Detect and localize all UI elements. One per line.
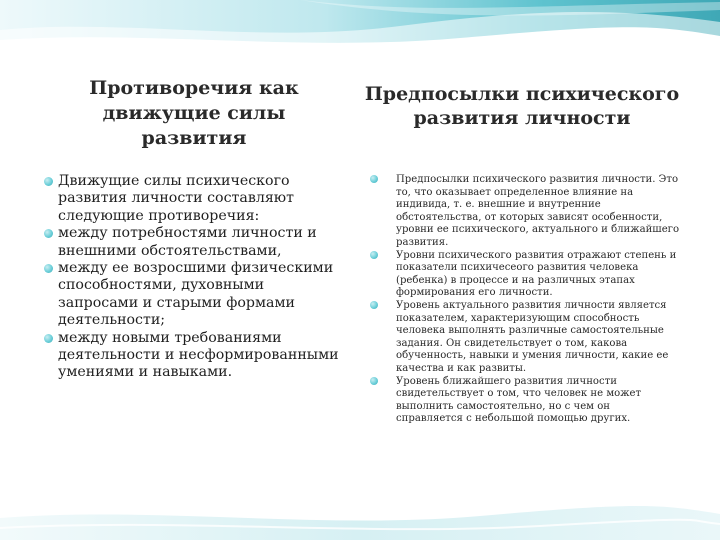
bottom-wave-graphic: [0, 500, 720, 540]
list-item-text: Уровень ближайшего развития личности свидетельствует о том, что человек не может выполнить самостоятельно, но с чем он справляется с небольшой помощью других.: [396, 375, 642, 425]
list-item-text: Движущие силы психического развития личности составляют следующие противоречия:: [58, 173, 294, 224]
left-column: [48, 76, 348, 382]
bullet-icon: [370, 301, 378, 309]
list-item: [48, 260, 348, 330]
list-item-text: между ее возросшими физическими способностями, духовными запросами и старыми формами деятельности;: [58, 260, 334, 329]
bullet-icon: [44, 334, 53, 343]
left-heading: Противоречия как движущие силы развития: [89, 77, 299, 149]
bottom-wave-band: [0, 500, 720, 540]
bullet-icon: [370, 175, 378, 183]
list-item: [48, 330, 348, 382]
bullet-icon: [370, 251, 378, 259]
list-item-text: Уровень актуального развития личности является показателем, характеризующим способность человека выполнять различные самостоятельные задания. Он свидетельствует о том, какова обученность, навыки и умения личности, какие ее качества и как развиты.: [396, 299, 669, 374]
bullet-icon: [44, 264, 53, 273]
list-item-text: между новыми требованиями деятельности и несформированными умениями и навыками.: [58, 329, 339, 381]
list-item: [364, 376, 680, 426]
list-item: [48, 173, 348, 225]
bullet-icon: [370, 377, 378, 385]
list-item: [364, 250, 680, 300]
list-item-text: между потребностями личности и внешними обстоятельствами,: [58, 225, 317, 259]
bullet-icon: [44, 229, 53, 238]
top-wave-band: [0, 0, 720, 56]
list-item: [48, 225, 348, 260]
list-item: [364, 300, 680, 376]
right-heading: Предпосылки психического развития личности: [364, 83, 680, 129]
top-wave-graphic: [0, 0, 720, 56]
list-item: [364, 174, 680, 250]
right-bullet-list: [364, 174, 680, 426]
bullet-icon: [44, 177, 53, 186]
list-item-text: Предпосылки психического развития личности. Это то, что оказывает определенное влияние на индивида, т. е. внешние и внутренние обстоятельства, от которых зависят особенности, уровни ее психического, актуального и ближайшего развития.: [396, 174, 680, 248]
right-column: [364, 82, 680, 426]
list-item-text: Уровни психического развития отражают степень и показатели психичесеого развития человека (ребенка) в процессе и на различных этапах формирования его личности.: [396, 249, 677, 299]
left-bullet-list: [48, 173, 348, 382]
